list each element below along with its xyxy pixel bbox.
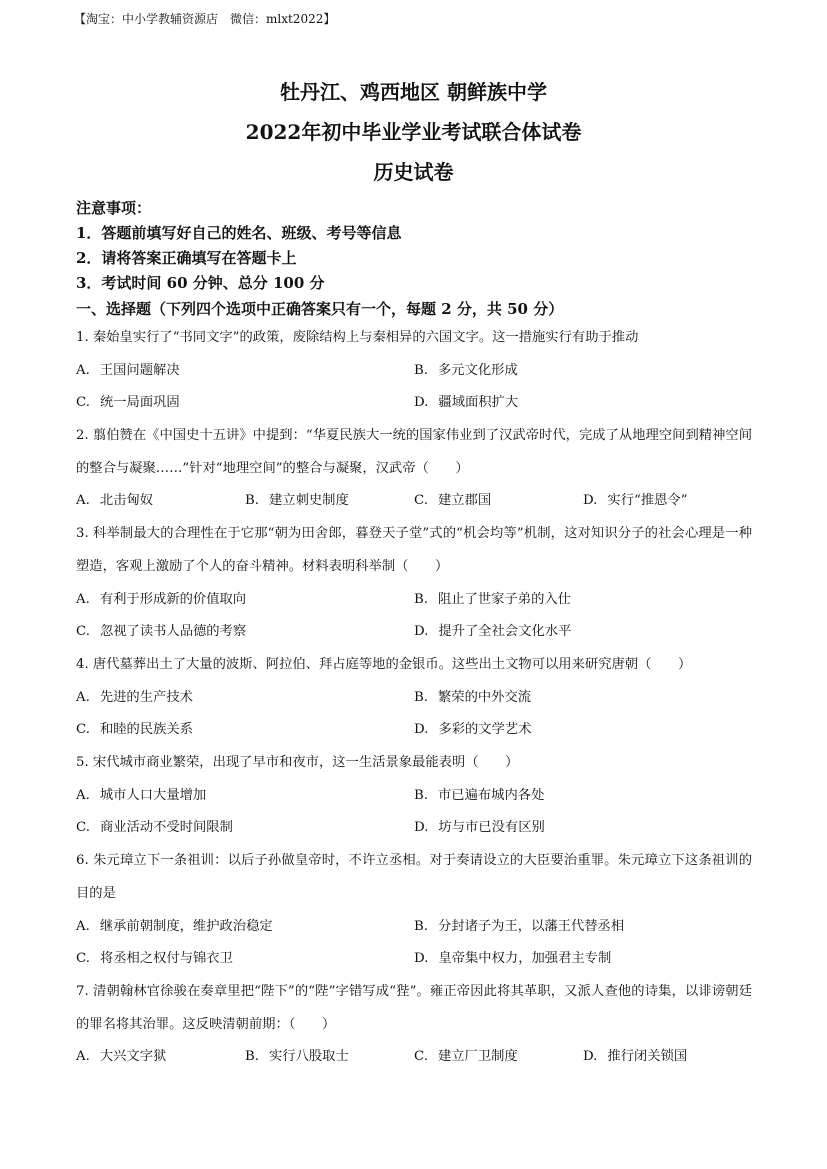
option-letter: D. [414,624,429,640]
question-stem: 5. 宋代城市商业繁荣，出现了早市和夜市，这一生活景象最能表明（ ） [76,755,519,771]
option-text: 坊与市已没有区别 [438,820,545,836]
option-c[interactable] [414,485,583,518]
exam-titles [0,72,827,192]
question-1 [76,322,752,420]
question-stem: 2. 翦伯赞在《中国史十五讲》中提到：“华夏民族大一统的国家伟业到了汉武帝时代，完成了从地理空间到精神空间的整合与凝聚……”针对“地理空间”的整合与凝聚，汉武帝（ ） [76,428,752,476]
question-2 [76,420,752,518]
option-d[interactable] [583,1041,752,1074]
option-a[interactable] [76,485,245,518]
option-letter: A. [76,591,90,607]
option-letter: B. [414,918,428,934]
question-stem: 6. 朱元璋立下一条祖训：以后子孙做皇帝时，不许立丞相。对于奏请设立的大臣要治重罪。朱元璋立下这条祖训的目的是 [76,853,752,901]
option-text: 将丞相之权付与锦衣卫 [99,951,233,967]
option-letter: C. [76,395,90,411]
options [76,780,752,845]
question-5 [76,747,752,845]
options [76,1041,752,1074]
option-d[interactable] [414,943,752,976]
option-text: 建立刺史制度 [269,493,349,509]
option-b[interactable] [414,780,752,813]
options [76,355,752,420]
question-stem: 3. 科举制最大的合理性在于它那“朝为田舍郎，暮登天子堂”式的“机会均等”机制，这对知识分子的社会心理是一种塑造，客观上激励了个人的奋斗精神。材料表明科举制（ ） [76,526,752,574]
option-letter: C. [76,951,90,967]
option-text: 建立厂卫制度 [437,1049,518,1065]
option-letter: A. [76,689,90,705]
options [76,911,752,976]
option-text: 城市人口大量增加 [99,787,207,803]
option-text: 多彩的文学艺术 [438,722,532,738]
option-d[interactable] [414,616,752,649]
option-letter: D. [414,951,429,967]
option-text: 忽视了读书人品德的考察 [99,624,247,640]
option-text: 继承前朝制度，维护政治稳定 [99,918,273,934]
option-d[interactable] [414,387,752,420]
option-text: 和睦的民族关系 [99,722,194,738]
option-letter: D. [583,1049,598,1065]
option-a[interactable] [76,911,414,944]
option-text: 推行闭关锁国 [607,1049,688,1065]
question-stem: 7. 清朝翰林官徐骏在奏章里把“陛下”的“陛”字错写成“狴”。雍正帝因此将其革职，又派人查他的诗集，以诽谤朝廷的罪名将其治罪。这反映清朝前期：（ ） [76,983,752,1032]
question-4 [76,649,752,747]
option-b[interactable] [414,682,752,715]
option-c[interactable] [76,714,414,747]
option-text: 分封诸子为王，以藩王代替丞相 [438,918,625,934]
exam-title: 2022年初中毕业学业考试联合体试卷 [245,120,582,144]
section-heading: 一、选择题（下列四个选项中正确答案只有一个，每题 2 分，共 50 分） [76,300,564,318]
option-letter: C. [76,820,90,836]
subject-title: 历史试卷 [373,160,454,184]
options [76,682,752,747]
option-a[interactable] [76,1041,245,1074]
note-item: 1．答题前填写好自己的姓名、班级、考号等信息 [76,224,402,242]
option-b[interactable] [245,1041,414,1074]
option-b[interactable] [414,355,752,388]
option-text: 先进的生产技术 [99,689,193,705]
option-letter: B. [414,689,428,705]
question-stem: 1. 秦始皇实行了“书同文字”的政策，废除结构上与秦相异的六国文字。这一措施实行有助于推动 [76,330,639,345]
option-letter: A. [76,787,90,803]
option-a[interactable] [76,780,414,813]
option-letter: B. [414,362,428,378]
option-letter: A. [76,493,90,509]
option-letter: A. [76,918,90,934]
option-text: 统一局面巩固 [99,395,180,411]
option-letter: C. [414,1049,428,1065]
option-text: 多元文化形成 [438,362,518,378]
option-text: 王国问题解决 [99,362,180,378]
option-letter: B. [414,591,428,607]
option-text: 大兴文字狱 [99,1049,167,1065]
option-text: 有利于形成新的价值取向 [99,591,247,607]
option-c[interactable] [76,812,414,845]
option-text: 建立郡国 [437,493,492,509]
options [76,485,752,518]
option-text: 实行八股取士 [269,1049,349,1065]
note-item: 3．考试时间 60 分钟、总分 100 分 [76,274,325,292]
option-letter: A. [76,362,90,378]
options [76,584,752,649]
school-title: 牡丹江、鸡西地区 朝鲜族中学 [280,80,547,104]
option-c[interactable] [414,1041,583,1074]
question-7 [76,976,752,1074]
option-letter: D. [414,820,429,836]
option-letter: C. [76,722,90,738]
option-d[interactable] [414,714,752,747]
option-letter: C. [76,624,90,640]
option-d[interactable] [414,812,752,845]
option-letter: D. [414,395,429,411]
header-note: 【淘宝：中小学教辅资源店 微信：mlxt2022】 [74,12,336,26]
option-text: 北击匈奴 [99,493,154,509]
notes-section [76,196,752,296]
option-letter: A. [76,1049,90,1065]
option-letter: D. [414,722,429,738]
option-a[interactable] [76,682,414,715]
option-text: 商业活动不受时间限制 [99,820,233,836]
notes-heading: 注意事项： [76,199,152,217]
question-stem: 4. 唐代墓葬出土了大量的波斯、阿拉伯、拜占庭等地的金银币。这些出土文物可以用来研究唐朝（ ） [76,656,692,672]
question-3 [76,518,752,649]
option-text: 阻止了世家子弟的入仕 [438,591,571,607]
option-a[interactable] [76,355,414,388]
option-c[interactable] [76,943,414,976]
option-text: 皇帝集中权力，加强君主专制 [438,951,612,967]
option-b[interactable] [245,485,414,518]
option-c[interactable] [76,387,414,420]
exam-content [76,196,752,1074]
option-text: 疆域面积扩大 [438,395,519,411]
note-item: 2．请将答案正确填写在答题卡上 [76,249,297,267]
question-6 [76,845,752,976]
option-text: 繁荣的中外交流 [438,689,532,705]
option-c[interactable] [76,616,414,649]
option-letter: B. [245,493,259,509]
option-letter: D. [583,493,598,509]
option-letter: B. [414,787,428,803]
option-b[interactable] [414,584,752,617]
option-a[interactable] [76,584,414,617]
option-letter: C. [414,493,428,509]
option-d[interactable] [583,485,752,518]
option-letter: B. [245,1049,259,1065]
option-text: 实行“推恩令” [607,493,688,509]
option-text: 市已遍布城内各处 [438,787,545,803]
option-text: 提升了全社会文化水平 [438,624,572,640]
option-b[interactable] [414,911,752,944]
